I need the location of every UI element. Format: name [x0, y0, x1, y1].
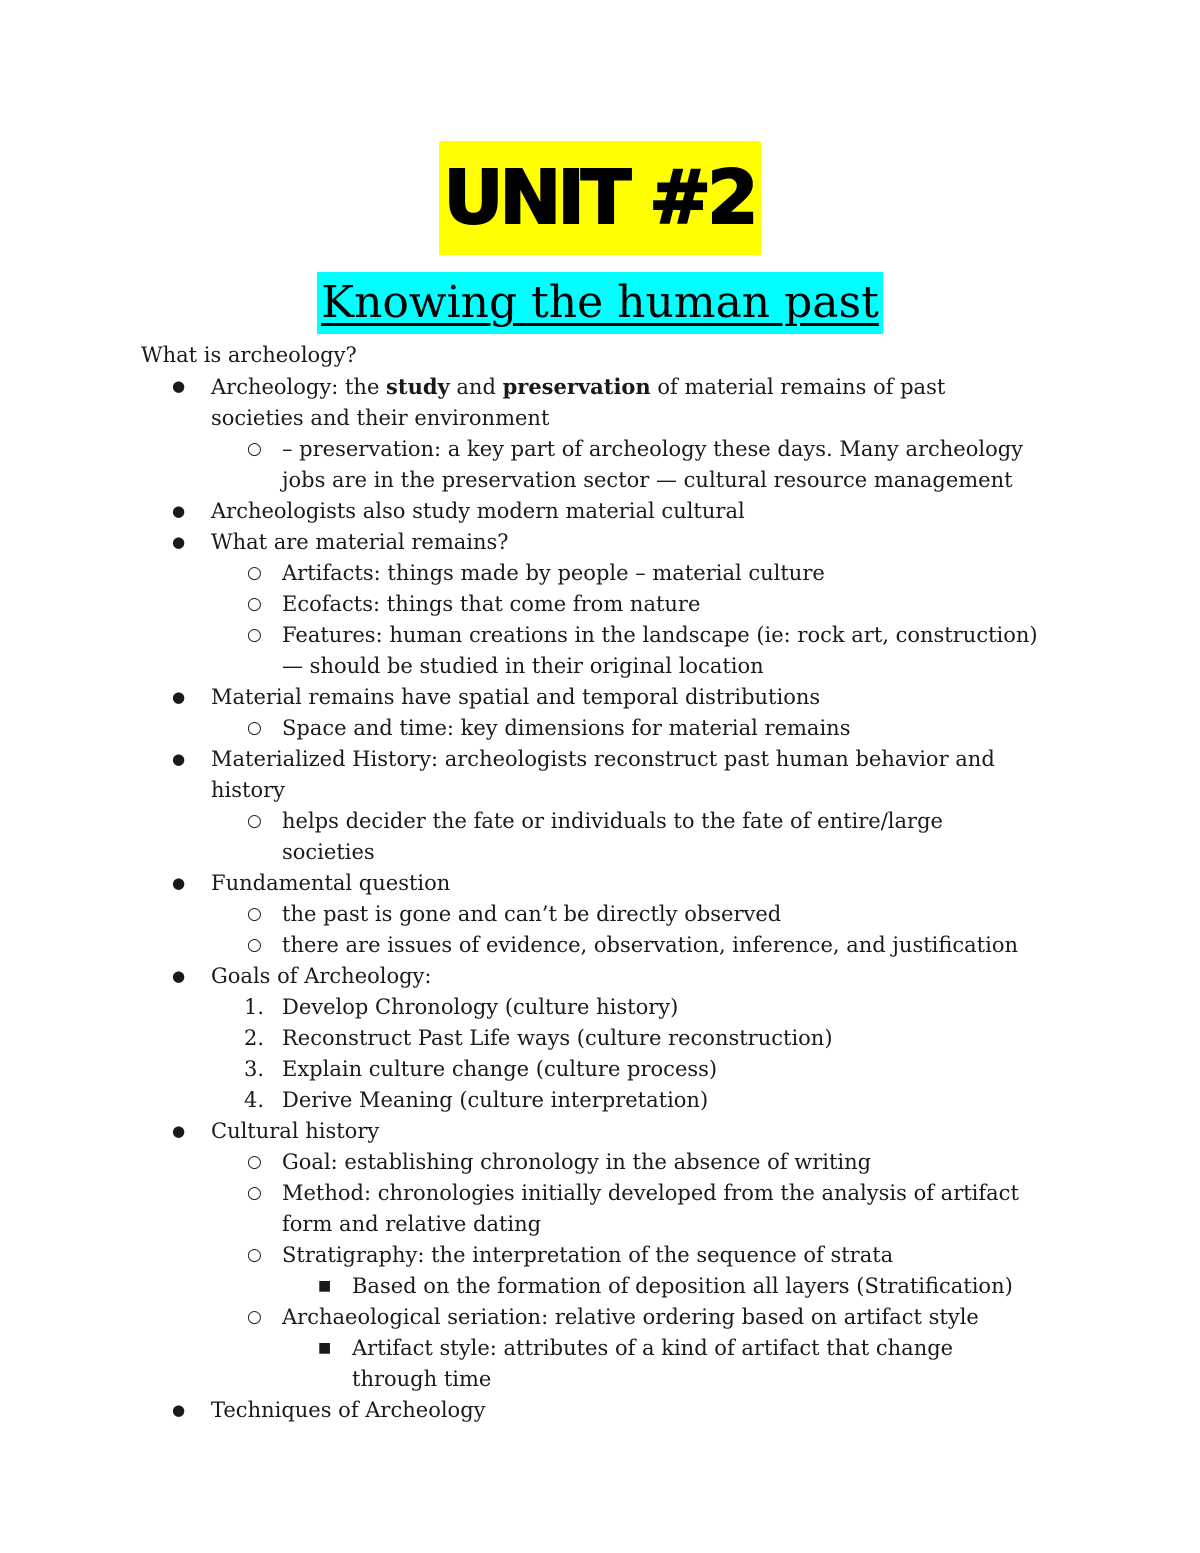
circle-marker: ○: [247, 1183, 262, 1203]
item-text: Artifacts: things made by people – material culture: [282, 561, 825, 585]
page-title-wrap: [0, 272, 1200, 334]
item-text: Ecofacts: things that come from nature: [282, 592, 701, 616]
numbered-item: [0, 1023, 1042, 1054]
intro-question: What is archeology?: [141, 343, 357, 367]
item-text: Archeology: the: [211, 375, 387, 399]
item-text: Features: human creations in the landscape (ie: rock art, construction) — should be studied in their original location: [282, 623, 1038, 678]
item-text: the past is gone and can’t be directly observed: [282, 902, 782, 926]
item-text: Based on the formation of deposition all layers (Stratification): [352, 1274, 1013, 1298]
numbered-item: [0, 1054, 1042, 1085]
list-item: [0, 961, 1041, 992]
circle-marker: ○: [247, 594, 262, 614]
bullet-marker: ●: [172, 533, 186, 551]
item-text: Cultural history: [211, 1119, 380, 1143]
list-item: [0, 1116, 1041, 1147]
item-text: Space and time: key dimensions for material remains: [282, 716, 851, 740]
item-text: Develop Chronology (culture history): [282, 995, 679, 1019]
circle-marker: ○: [247, 935, 262, 955]
item-text: Stratigraphy: the interpretation of the sequence of strata: [282, 1243, 894, 1267]
number-marker: 2.: [244, 1026, 265, 1050]
notes-list: [0, 371, 1200, 1426]
item-text: of material remains of past societies and their environment: [211, 375, 946, 430]
list-item: [0, 558, 1042, 589]
item-text: Goal: establishing chronology in the absence of writing: [282, 1150, 872, 1174]
bullet-marker: ●: [172, 750, 186, 768]
numbered-item: [0, 1085, 1042, 1116]
item-text: Goals of Archeology:: [211, 964, 432, 988]
list-item: [0, 806, 1042, 868]
item-bold-study: study: [386, 374, 450, 399]
list-item: [0, 620, 1042, 682]
number-marker: 3.: [244, 1057, 265, 1081]
square-marker: ■: [318, 1340, 332, 1356]
number-marker: 4.: [244, 1088, 265, 1112]
square-marker: ■: [318, 1278, 332, 1294]
circle-marker: ○: [247, 718, 262, 738]
bullet-marker: ●: [172, 688, 186, 706]
list-item: [0, 1240, 1042, 1271]
list-item: [0, 496, 1041, 527]
circle-marker: ○: [247, 811, 262, 831]
item-text: Reconstruct Past Life ways (culture reconstruction): [282, 1026, 833, 1050]
list-item: [0, 1333, 1042, 1395]
circle-marker: ○: [247, 439, 262, 459]
list-item: [0, 713, 1042, 744]
page-title: Knowing the human past: [317, 272, 883, 334]
circle-marker: ○: [247, 1307, 262, 1327]
list-item: [0, 527, 1041, 558]
item-text: – preservation: a key part of archeology these days. Many archeology jobs are in the preservation sector — cultural resource management: [282, 437, 1024, 492]
bullet-marker: ●: [172, 377, 186, 395]
bullet-marker: ●: [172, 1401, 186, 1419]
circle-marker: ○: [247, 625, 262, 645]
list-item: [0, 434, 1042, 496]
item-text: and: [449, 375, 503, 399]
item-text: Explain culture change (culture process): [282, 1057, 718, 1081]
item-text: Archaeological seriation: relative ordering based on artifact style: [282, 1305, 979, 1329]
list-item: [0, 868, 1041, 899]
list-item: [0, 682, 1041, 713]
list-item: [0, 1271, 1042, 1302]
list-item: [0, 930, 1042, 961]
numbered-item: [0, 992, 1042, 1023]
circle-marker: ○: [247, 1152, 262, 1172]
item-text: Artifact style: attributes of a kind of artifact that change through time: [352, 1336, 954, 1391]
bullet-marker: ●: [172, 967, 186, 985]
list-item: [0, 371, 1041, 434]
list-item: [0, 1178, 1042, 1240]
item-text: Fundamental question: [211, 871, 451, 895]
number-marker: 1.: [244, 995, 265, 1019]
list-item: [0, 744, 1041, 806]
item-bold-preservation: preservation: [502, 374, 651, 399]
item-text: Archeologists also study modern material cultural: [211, 499, 745, 523]
bullet-marker: ●: [172, 874, 186, 892]
list-item: [0, 899, 1042, 930]
item-text: Method: chronologies initially developed from the analysis of artifact form and relative dating: [282, 1181, 1019, 1236]
item-text: What are material remains?: [211, 530, 509, 554]
unit-heading-wrap: [0, 141, 1200, 255]
bullet-marker: ●: [172, 502, 186, 520]
item-text: Material remains have spatial and temporal distributions: [211, 685, 821, 709]
circle-marker: ○: [247, 904, 262, 924]
item-text: helps decider the fate or individuals to the fate of entire/large societies: [282, 809, 943, 864]
bullet-marker: ●: [172, 1122, 186, 1140]
unit-heading: UNIT #2: [439, 141, 760, 255]
circle-marker: ○: [247, 563, 262, 583]
list-item: [0, 1302, 1042, 1333]
item-text: Techniques of Archeology: [211, 1398, 486, 1422]
list-item: [0, 589, 1042, 620]
item-text: Materialized History: archeologists reconstruct past human behavior and history: [211, 747, 995, 802]
item-text: Derive Meaning (culture interpretation): [282, 1088, 709, 1112]
item-text: there are issues of evidence, observation, inference, and justification: [282, 933, 1019, 957]
list-item: [0, 1395, 1041, 1426]
circle-marker: ○: [247, 1245, 262, 1265]
list-item: [0, 1147, 1042, 1178]
